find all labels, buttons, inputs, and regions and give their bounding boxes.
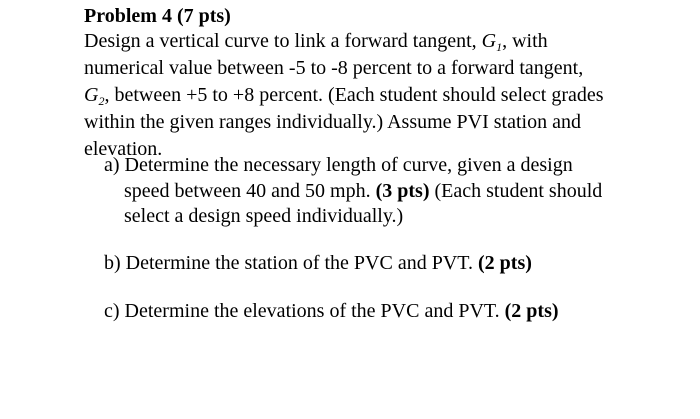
grade-g1-symbol: $G_1$ (481, 30, 503, 54)
problem-title: Problem 4 (7 pts) (84, 5, 231, 27)
intro-line-1-end: , with (502, 30, 548, 52)
part-a-line-1: a) Determine the necessary length of curve, given a design (104, 154, 573, 176)
part-c (104, 299, 559, 323)
intro-line-1-text: Design a vertical curve to link a forward tangent, (84, 30, 482, 52)
part-b-text: b) Determine the station of the PVC and PVT. (104, 252, 479, 274)
part-b (104, 251, 532, 275)
part-a-line-3: select a design speed individually.) (124, 205, 404, 227)
grade-g2-symbol: $G_2$ (84, 84, 105, 108)
part-b-points: (2 pts) (478, 252, 532, 274)
part-c-points: (2 pts) (504, 300, 559, 322)
intro-line-1 (84, 29, 548, 53)
part-a-line-2: speed between 40 and 50 mph. (3 pts) (Each student should (124, 180, 603, 202)
part-a-points: (3 pts) (375, 180, 430, 202)
intro-line-3 (84, 83, 604, 107)
intro-line-3-text: , between +5 to +8 percent. (Each student should select grades (104, 84, 604, 106)
intro-line-5: elevation. (84, 138, 163, 160)
intro-line-4: within the given ranges individually.) Assume PVI station and (84, 111, 581, 133)
part-c-text: c) Determine the elevations of the PVC and PVT. (104, 300, 505, 322)
intro-line-2: numerical value between -5 to -8 percent to a forward tangent, (84, 57, 584, 79)
